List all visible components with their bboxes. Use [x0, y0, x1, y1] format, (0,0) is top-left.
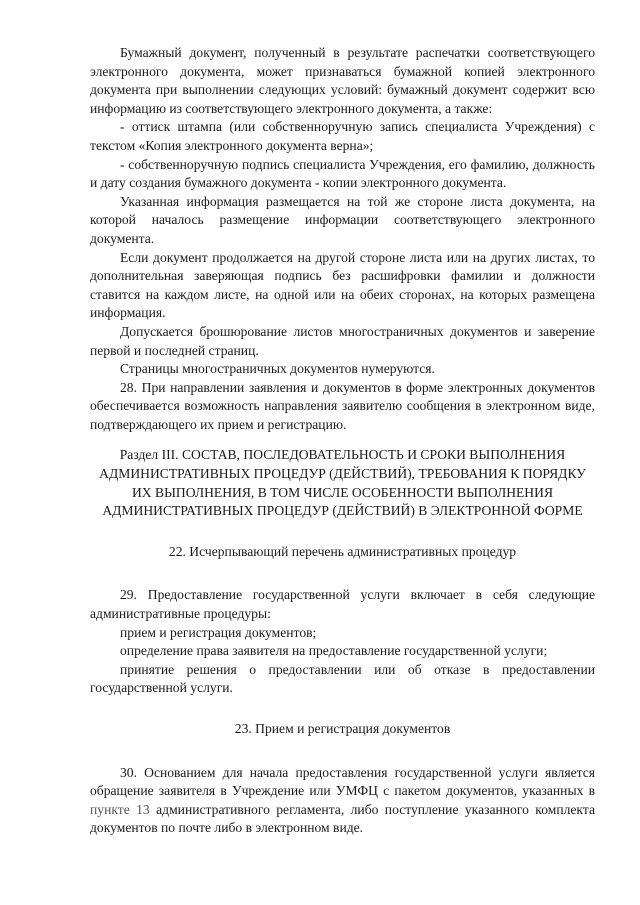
- paragraph-multipage-signature: Если документ продолжается на другой стороне листа или на других листах, то дополнительная заверяющая подпись без расшифровки фамилии и должности ставится на каждом листе, на одной или на обеих сторонах, на которых размещена информация.: [90, 249, 595, 321]
- paragraph-info-placement: Указанная информация размещается на той же стороне листа документа, на которой началось размещение информации соответствующего электронного документа.: [90, 193, 595, 246]
- paragraph-30-text-start: 30. Основанием для начала предоставления государственной услуги является обращение заявителя в Учреждение или УМФЦ с пакетом документов, указанных в: [90, 764, 595, 799]
- paragraph-procedure-2: определение права заявителя на предоставление государственной услуги;: [120, 643, 548, 659]
- paragraph-30-text-end: административного регламента, либо поступление указанного комплекта документов по почте либо в электронном виде.: [90, 801, 595, 836]
- paragraph-procedure-3: принятие решения о предоставлении или об отказе в предоставлении государственной услуги.: [90, 661, 595, 696]
- reference-link-clause-13[interactable]: пункте 13: [90, 801, 150, 817]
- section-title: Раздел III. СОСТАВ, ПОСЛЕДОВАТЕЛЬНОСТЬ И СРОКИ ВЫПОЛНЕНИЯ АДМИНИСТРАТИВНЫХ ПРОЦЕДУР (ДЕЙСТВИЙ), ТРЕБОВАНИЯ К ПОРЯДКУ ИХ ВЫПОЛНЕНИЯ, В ТОМ ЧИСЛЕ ОСОБЕННОСТИ ВЫПОЛНЕНИЯ АДМИНИСТРАТИВНЫХ ПРОЦЕДУР (ДЕЙСТВИЙ) В ЭЛЕКТРОННОЙ ФОРМЕ: [99, 447, 586, 519]
- subsection-23-title: 23. Прием и регистрация документов: [234, 721, 451, 736]
- spacer: [90, 561, 595, 586]
- spacer: [90, 698, 595, 720]
- spacer: [90, 521, 595, 543]
- paragraph-paper-copy: Бумажный документ, полученный в результате распечатки соответствующего электронного документа, может признаваться бумажной копией электронного документа при выполнении следующих условий: бумажный документ содержит всю информацию из соответствующего электронного документа, а также:: [90, 45, 595, 116]
- spacer: [90, 739, 595, 764]
- paragraph-30: [90, 764, 595, 838]
- paragraph-signature-item: - собственноручную подпись специалиста Учреждения, его фамилию, должность и дату создания бумажного документа - копии электронного документа.: [90, 156, 595, 191]
- paragraph-procedure-1: прием и регистрация документов;: [120, 624, 317, 640]
- paragraph-29: 29. Предоставление государственной услуги включает в себя следующие административные процедуры:: [90, 587, 595, 622]
- document-page: [90, 44, 595, 838]
- paragraph-stamp-item: - оттиск штампа (или собственноручную запись специалиста Учреждения) с текстом «Копия электронного документа верна»;: [90, 119, 595, 153]
- paragraph-28: 28. При направлении заявления и документов в форме электронных документов обеспечивается возможность направления заявителю сообщения в электронном виде, подтверждающего их прием и регистрацию.: [90, 379, 595, 432]
- paragraph-page-numbering: Страницы многостраничных документов нумеруются.: [120, 361, 435, 377]
- subsection-22-title: 22. Исчерпывающий перечень административных процедур: [168, 543, 517, 559]
- paragraph-binding: Допускается брошюрование листов многостраничных документов и заверение первой и последней страниц.: [90, 323, 595, 358]
